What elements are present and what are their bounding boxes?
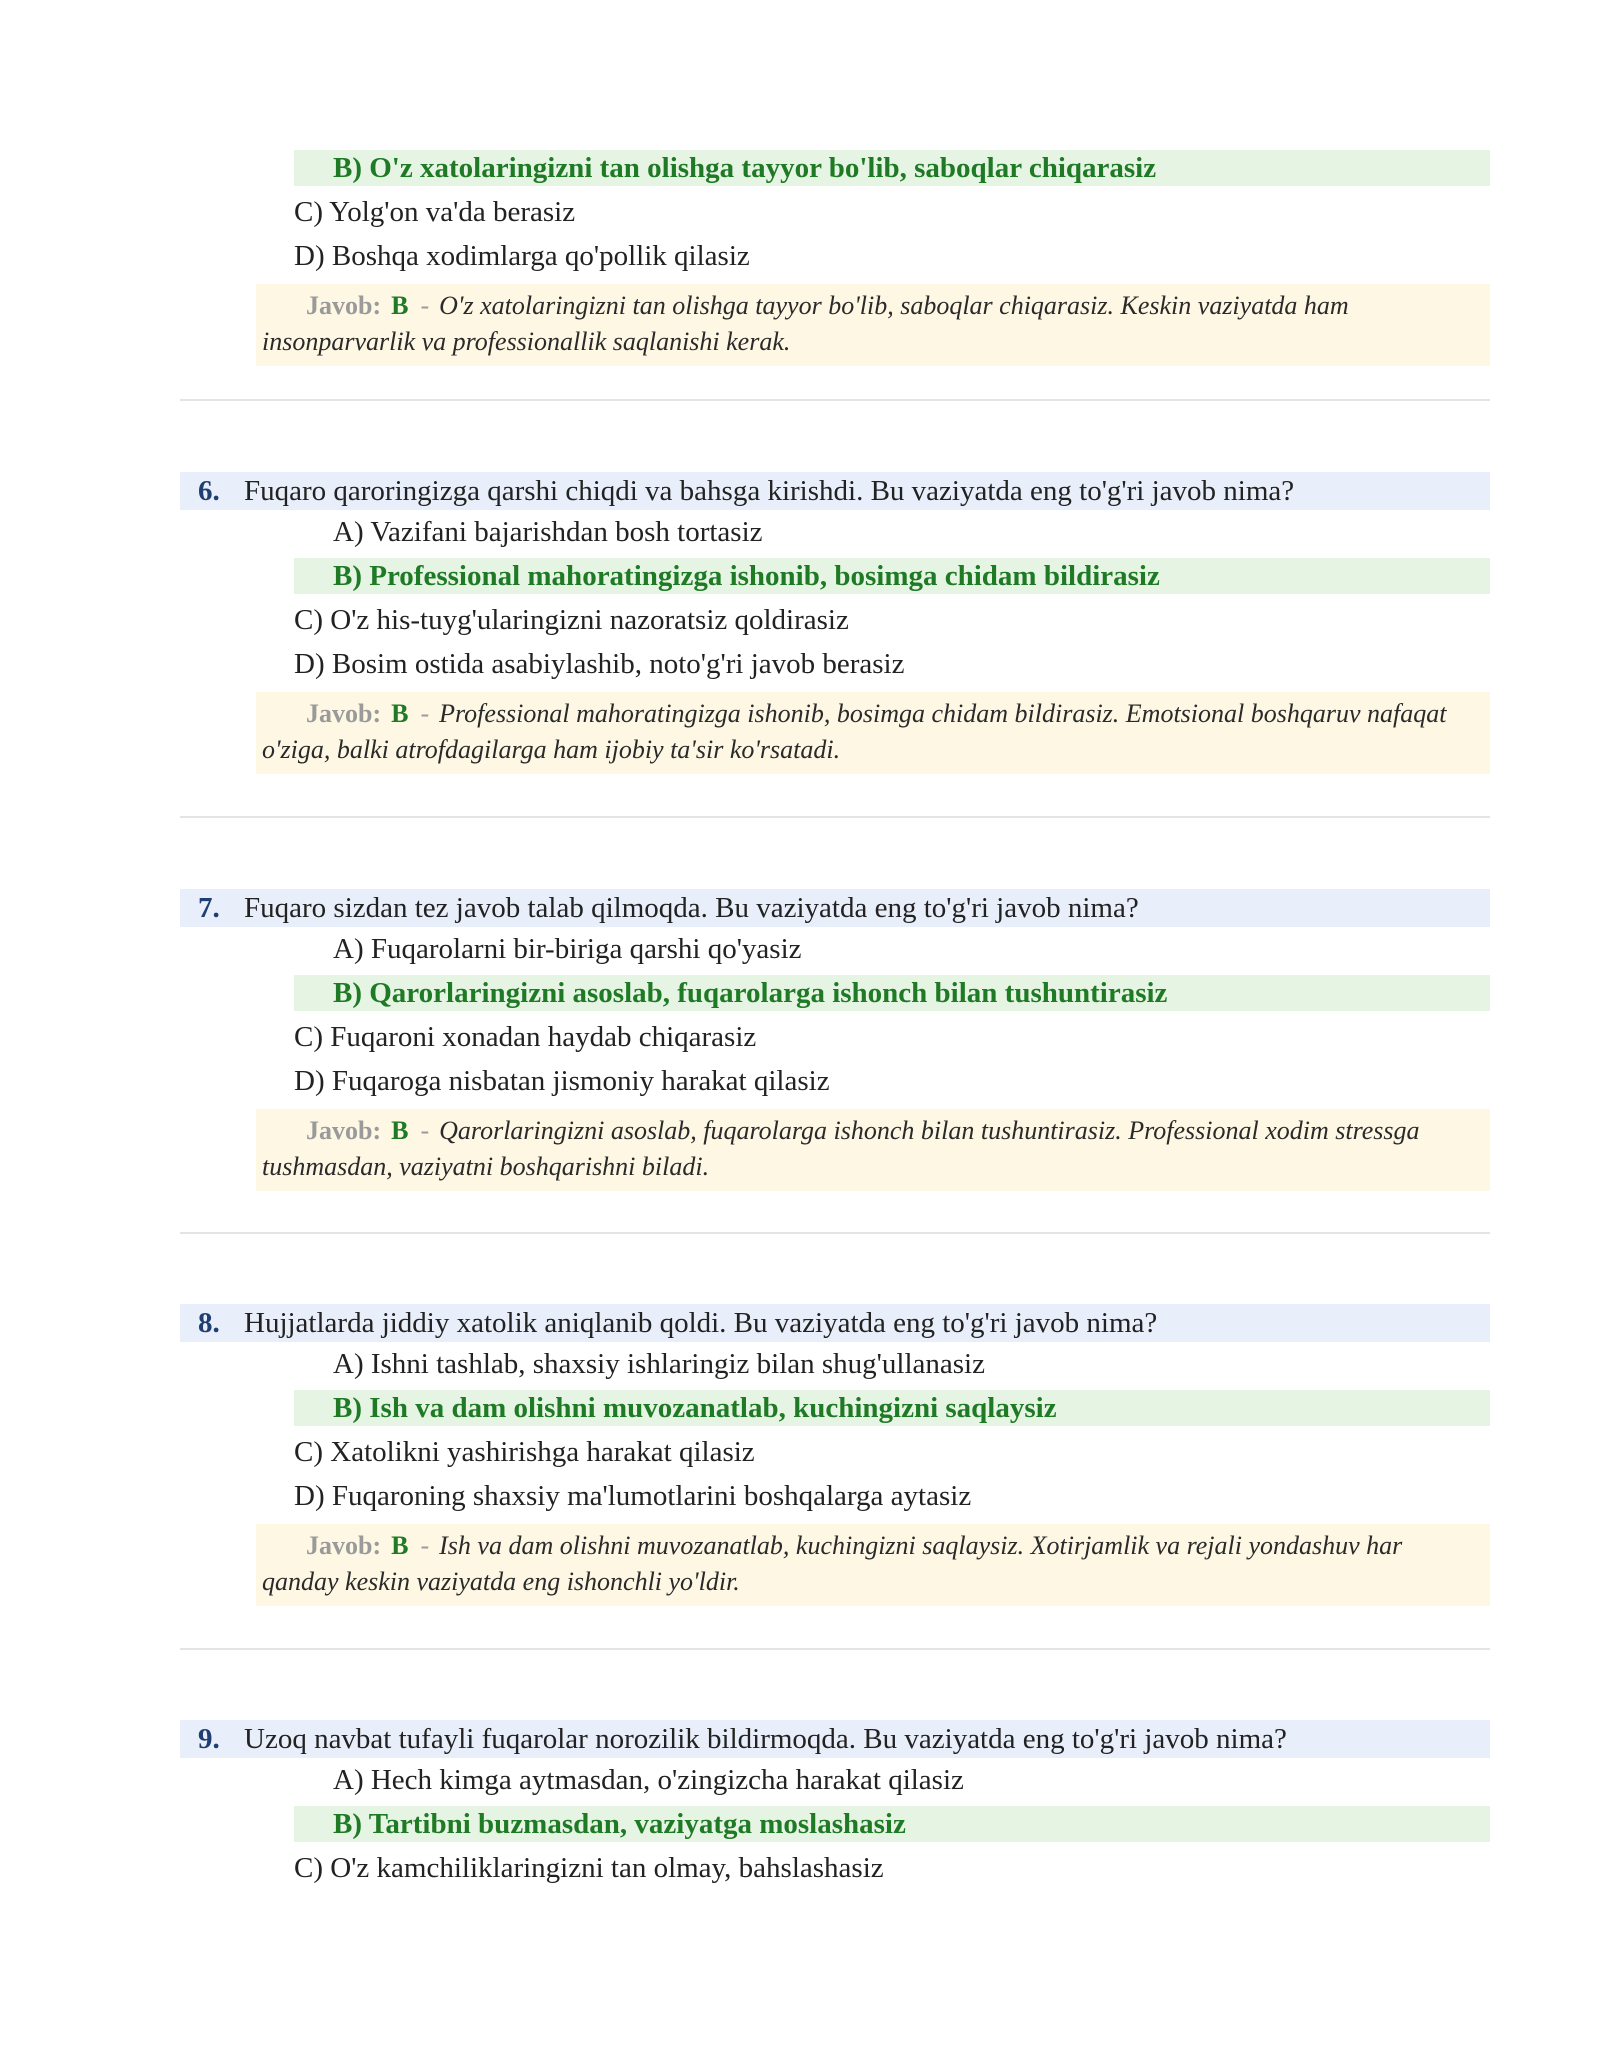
question-number: 9.	[198, 1723, 220, 1755]
answer-letter: B	[391, 291, 409, 320]
answer-dash: -	[420, 1116, 430, 1145]
answer-dash: -	[420, 699, 430, 728]
option-a: A) Vazifani bajarishdan bosh tortasiz	[333, 516, 763, 548]
question-row	[180, 1720, 1490, 1758]
option-b-correct: B) Ish va dam olishni muvozanatlab, kuchingizni saqlaysiz	[294, 1390, 1490, 1426]
answer-letter: B	[391, 699, 409, 728]
option-b-correct: B) O'z xatolaringizni tan olishga tayyor bo'lib, saboqlar chiqarasiz	[294, 150, 1490, 186]
option-a: A) Hech kimga aytmasdan, o'zingizcha harakat qilasiz	[333, 1764, 964, 1796]
question-text: Fuqaro qaroringizga qarshi chiqdi va bahsga kirishdi. Bu vaziyatda eng to'g'ri javob nima?	[244, 475, 1295, 507]
option-d: D) Fuqaroning shaxsiy ma'lumotlarini boshqalarga aytasiz	[294, 1480, 972, 1512]
question-row	[180, 472, 1490, 510]
answer-dash: -	[420, 1531, 430, 1560]
option-c: C) Fuqaroni xonadan haydab chiqarasiz	[294, 1021, 757, 1053]
option-b-correct: B) Qarorlaringizni asoslab, fuqarolarga ishonch bilan tushuntirasiz	[294, 975, 1490, 1011]
option-b-correct: B) Tartibni buzmasdan, vaziyatga moslashasiz	[294, 1806, 1490, 1842]
answer-box	[256, 1109, 1490, 1191]
option-c: C) Xatolikni yashirishga harakat qilasiz	[294, 1436, 755, 1468]
answer-explanation: Professional mahoratingizga ishonib, bosimga chidam bildirasiz. Emotsional boshqaruv nafaqat o'ziga, balki atrofdagilarga ham ijobiy ta'sir ko'rsatadi.	[262, 699, 1447, 764]
question-5-block	[180, 146, 1490, 366]
answer-box	[256, 1524, 1490, 1606]
answer-label: Javob:	[306, 1116, 382, 1145]
answer-label: Javob:	[306, 699, 382, 728]
question-number: 8.	[198, 1307, 220, 1339]
question-7-block	[180, 889, 1490, 1191]
answer-box	[256, 692, 1490, 774]
answer-explanation: Qarorlaringizni asoslab, fuqarolarga ishonch bilan tushuntirasiz. Professional xodim stressga tushmasdan, vaziyatni boshqarishni biladi.	[262, 1116, 1420, 1181]
question-row	[180, 889, 1490, 927]
question-6-block	[180, 472, 1490, 774]
question-9-block	[180, 1720, 1490, 1890]
divider	[180, 1648, 1490, 1650]
option-a: A) Ishni tashlab, shaxsiy ishlaringiz bilan shug'ullanasiz	[333, 1348, 985, 1380]
option-b-correct: B) Professional mahoratingizga ishonib, bosimga chidam bildirasiz	[294, 558, 1490, 594]
answer-explanation: Ish va dam olishni muvozanatlab, kuchingizni saqlaysiz. Xotirjamlik va rejali yondashuv har qanday keskin vaziyatda eng ishonchli yo'ldir.	[262, 1531, 1403, 1596]
answer-label: Javob:	[306, 291, 382, 320]
question-number: 6.	[198, 475, 220, 507]
answer-letter: B	[391, 1116, 409, 1145]
divider	[180, 1232, 1490, 1234]
option-d: D) Fuqaroga nisbatan jismoniy harakat qilasiz	[294, 1065, 830, 1097]
option-d: D) Boshqa xodimlarga qo'pollik qilasiz	[294, 240, 750, 272]
answer-explanation: O'z xatolaringizni tan olishga tayyor bo'lib, saboqlar chiqarasiz. Keskin vaziyatda ham insonparvarlik va professionallik saqlanishi kerak.	[262, 291, 1349, 356]
question-text: Hujjatlarda jiddiy xatolik aniqlanib qoldi. Bu vaziyatda eng to'g'ri javob nima?	[244, 1307, 1158, 1339]
option-c: C) O'z kamchiliklaringizni tan olmay, bahslashasiz	[294, 1852, 884, 1884]
divider	[180, 816, 1490, 818]
question-text: Fuqaro sizdan tez javob talab qilmoqda. Bu vaziyatda eng to'g'ri javob nima?	[244, 892, 1139, 924]
answer-letter: B	[391, 1531, 409, 1560]
answer-dash: -	[420, 291, 430, 320]
option-c: C) O'z his-tuyg'ularingizni nazoratsiz qoldirasiz	[294, 604, 849, 636]
question-number: 7.	[198, 892, 220, 924]
question-8-block	[180, 1304, 1490, 1606]
question-row	[180, 1304, 1490, 1342]
answer-label: Javob:	[306, 1531, 382, 1560]
option-d: D) Bosim ostida asabiylashib, noto'g'ri javob berasiz	[294, 648, 905, 680]
divider	[180, 399, 1490, 401]
question-text: Uzoq navbat tufayli fuqarolar norozilik bildirmoqda. Bu vaziyatda eng to'g'ri javob nima?	[244, 1723, 1287, 1755]
option-c: C) Yolg'on va'da berasiz	[294, 196, 576, 228]
option-a: A) Fuqarolarni bir-biriga qarshi qo'yasiz	[333, 933, 802, 965]
answer-box	[256, 284, 1490, 366]
